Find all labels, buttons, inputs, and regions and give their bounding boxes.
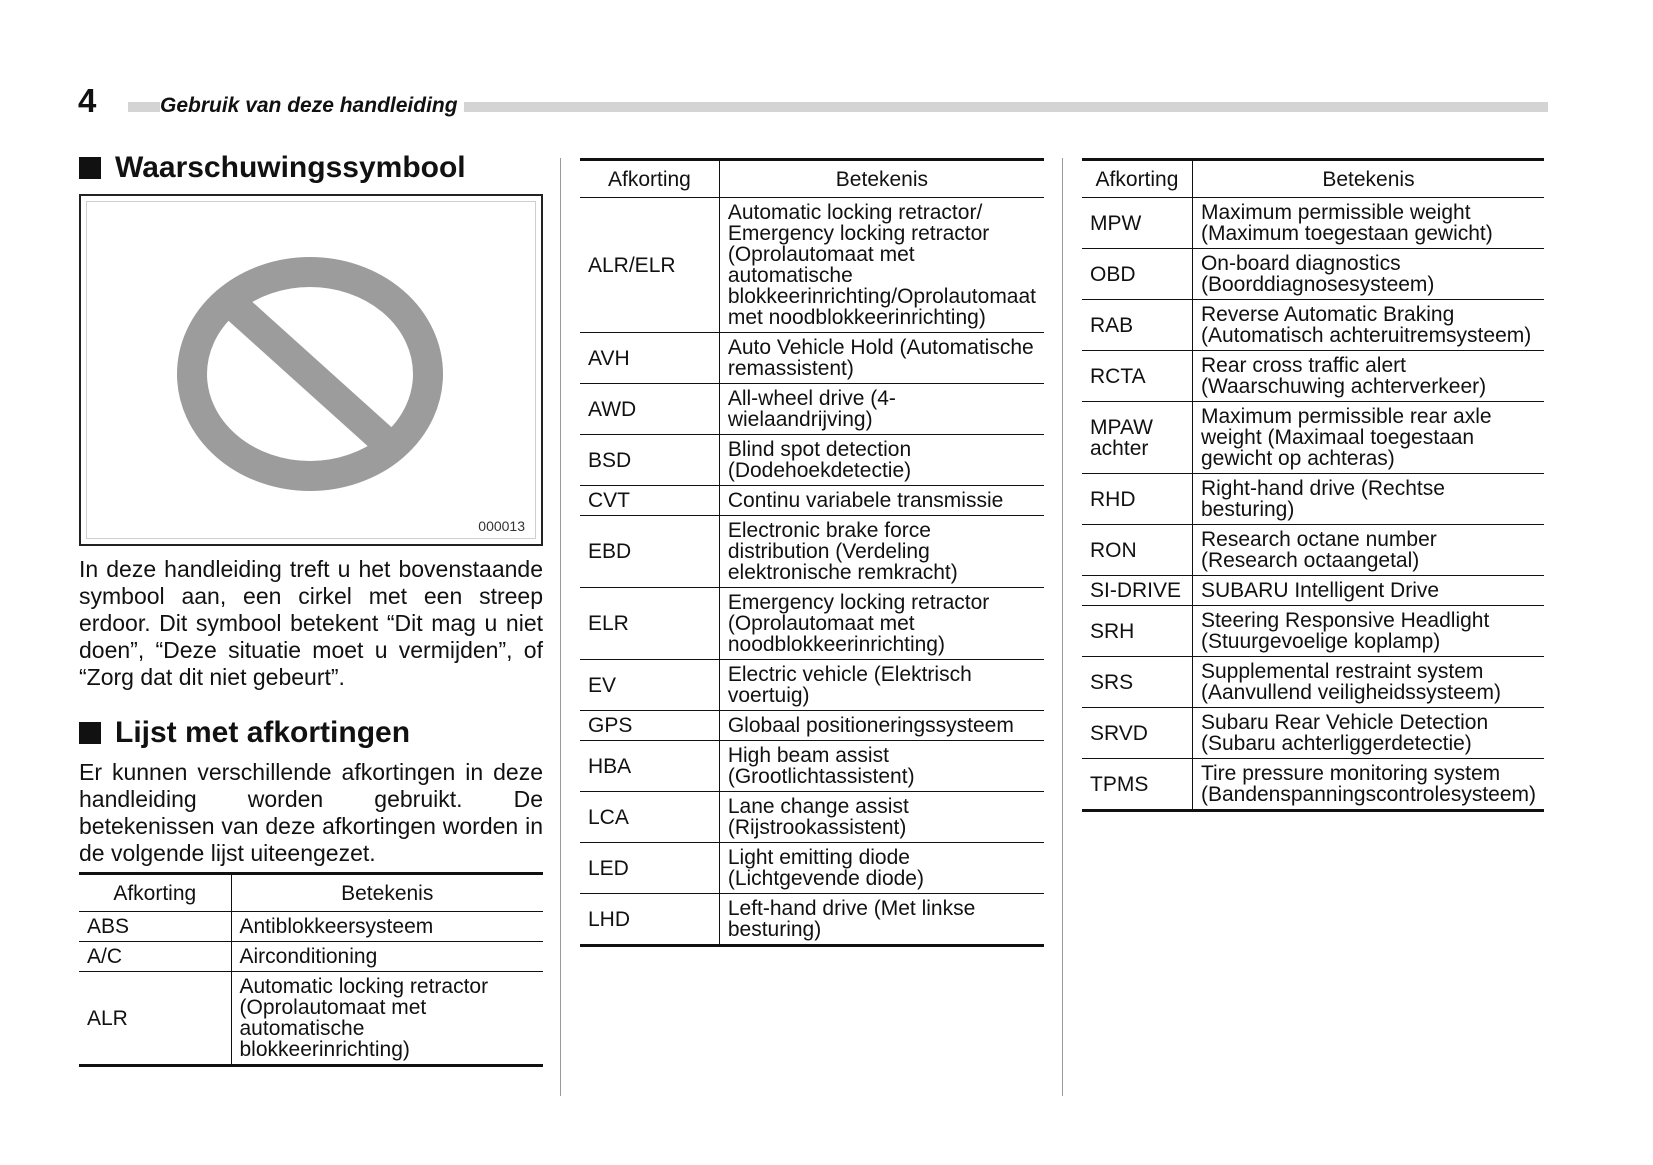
abbreviation-cell: BSD bbox=[580, 435, 719, 486]
column-header-meaning: Betekenis bbox=[1192, 160, 1544, 198]
table-row bbox=[580, 660, 1044, 711]
meaning-cell: Antiblokkeersysteem bbox=[231, 912, 543, 942]
abbreviation-cell: AVH bbox=[580, 333, 719, 384]
column-right bbox=[1082, 158, 1544, 812]
table-row bbox=[1082, 708, 1544, 759]
meaning-cell: Electronic brake force distribution (Verdeling elektronische remkracht) bbox=[719, 516, 1044, 588]
abbreviation-table-1 bbox=[79, 872, 543, 1067]
table-row bbox=[1082, 351, 1544, 402]
meaning-cell: Supplemental restraint system (Aanvullend veiligheidssysteem) bbox=[1192, 657, 1544, 708]
table-row bbox=[1082, 657, 1544, 708]
column-divider bbox=[560, 158, 561, 1096]
abbreviation-table-2 bbox=[580, 158, 1044, 947]
abbreviation-cell: HBA bbox=[580, 741, 719, 792]
warning-symbol-paragraph: In deze handleiding treft u het bovenstaande symbool aan, een cirkel met een streep erdoor. Dit symbool betekent “Dit mag u niet doen”, “Deze situatie moet u vermijden”, of “Zorg dat dit niet gebeurt”. bbox=[79, 556, 543, 690]
abbreviation-cell: SRVD bbox=[1082, 708, 1192, 759]
abbreviation-cell: LED bbox=[580, 843, 719, 894]
table-row bbox=[1082, 402, 1544, 474]
abbreviation-cell: CVT bbox=[580, 486, 719, 516]
column-header-abbreviation: Afkorting bbox=[79, 874, 231, 912]
table-row bbox=[580, 792, 1044, 843]
meaning-cell: Continu variabele transmissie bbox=[719, 486, 1044, 516]
abbreviation-cell: RON bbox=[1082, 525, 1192, 576]
header-title: Gebruik van deze handleiding bbox=[160, 94, 464, 118]
figure-code: 000013 bbox=[478, 518, 525, 534]
meaning-cell: Electric vehicle (Elektrisch voertuig) bbox=[719, 660, 1044, 711]
meaning-cell: Right-hand drive (Rechtse besturing) bbox=[1192, 474, 1544, 525]
column-left bbox=[79, 150, 543, 1067]
abbreviation-cell: MPW bbox=[1082, 198, 1192, 249]
meaning-cell: Reverse Automatic Braking (Automatisch achteruitremsysteem) bbox=[1192, 300, 1544, 351]
table-row bbox=[580, 333, 1044, 384]
abbreviation-cell: ABS bbox=[79, 912, 231, 942]
square-bullet-icon bbox=[79, 722, 101, 744]
page-number: 4 bbox=[78, 82, 97, 119]
abbreviation-cell: LHD bbox=[580, 894, 719, 946]
abbreviation-cell: SI-DRIVE bbox=[1082, 576, 1192, 606]
table-row bbox=[1082, 474, 1544, 525]
section-title-abbreviations bbox=[79, 715, 543, 751]
meaning-cell: Auto Vehicle Hold (Automatische remassistent) bbox=[719, 333, 1044, 384]
meaning-cell: SUBARU Intelligent Drive bbox=[1192, 576, 1544, 606]
abbreviations-paragraph: Er kunnen verschillende afkortingen in deze handleiding worden gebruikt. De betekenissen van deze afkortingen worden in de volgende lijst uiteengezet. bbox=[79, 759, 543, 866]
section-title-text: Waarschuwingssymbool bbox=[115, 151, 466, 184]
abbreviation-cell: GPS bbox=[580, 711, 719, 741]
abbreviation-cell: ALR/ELR bbox=[580, 198, 719, 333]
table-row bbox=[1082, 525, 1544, 576]
abbreviations-section bbox=[79, 715, 543, 867]
abbreviation-cell: A/C bbox=[79, 942, 231, 972]
abbreviation-cell: ELR bbox=[580, 588, 719, 660]
abbreviation-cell: RCTA bbox=[1082, 351, 1192, 402]
meaning-cell: Globaal positioneringssysteem bbox=[719, 711, 1044, 741]
meaning-cell: Research octane number (Research octaangetal) bbox=[1192, 525, 1544, 576]
meaning-cell: Subaru Rear Vehicle Detection (Subaru achterliggerdetectie) bbox=[1192, 708, 1544, 759]
meaning-cell: Airconditioning bbox=[231, 942, 543, 972]
meaning-cell: Automatic locking retractor/ Emergency locking retractor (Oprolautomaat met automatische blokkeerinrichting/Oprolautomaat met noodblokkeerinrichting) bbox=[719, 198, 1044, 333]
table-row bbox=[580, 198, 1044, 333]
abbreviation-cell: OBD bbox=[1082, 249, 1192, 300]
table-row bbox=[580, 384, 1044, 435]
meaning-cell: High beam assist (Grootlichtassistent) bbox=[719, 741, 1044, 792]
meaning-cell: Maximum permissible rear axle weight (Maximaal toegestaan gewicht op achteras) bbox=[1192, 402, 1544, 474]
abbreviation-cell: EBD bbox=[580, 516, 719, 588]
column-divider bbox=[1062, 158, 1063, 1096]
abbreviation-cell: MPAW achter bbox=[1082, 402, 1192, 474]
table-header-row bbox=[1082, 160, 1544, 198]
section-title-warning-symbol bbox=[79, 150, 543, 186]
table-row bbox=[580, 741, 1044, 792]
table-row bbox=[1082, 249, 1544, 300]
table-row bbox=[580, 435, 1044, 486]
meaning-cell: Maximum permissible weight (Maximum toegestaan gewicht) bbox=[1192, 198, 1544, 249]
column-header-abbreviation: Afkorting bbox=[1082, 160, 1192, 198]
table-row bbox=[580, 588, 1044, 660]
abbreviation-cell: RAB bbox=[1082, 300, 1192, 351]
table-row bbox=[1082, 300, 1544, 351]
table-row bbox=[580, 894, 1044, 946]
page-header bbox=[78, 82, 1548, 122]
abbreviation-cell: LCA bbox=[580, 792, 719, 843]
abbreviation-cell: AWD bbox=[580, 384, 719, 435]
abbreviation-table-3 bbox=[1082, 158, 1544, 812]
table-row bbox=[1082, 759, 1544, 811]
warning-symbol-figure bbox=[79, 194, 543, 546]
table-row bbox=[580, 843, 1044, 894]
meaning-cell: Blind spot detection (Dodehoekdetectie) bbox=[719, 435, 1044, 486]
meaning-cell: Automatic locking retractor (Oprolautomaat met automatische blokkeerinrichting) bbox=[231, 972, 543, 1066]
meaning-cell: Steering Responsive Headlight (Stuurgevoelige koplamp) bbox=[1192, 606, 1544, 657]
abbreviation-cell: TPMS bbox=[1082, 759, 1192, 811]
table-row bbox=[580, 486, 1044, 516]
table-row bbox=[580, 711, 1044, 741]
meaning-cell: Emergency locking retractor (Oprolautomaat met noodblokkeerinrichting) bbox=[719, 588, 1044, 660]
table-header-row bbox=[79, 874, 543, 912]
table-row bbox=[79, 942, 543, 972]
table-row bbox=[79, 972, 543, 1066]
table-row bbox=[1082, 198, 1544, 249]
table-row bbox=[1082, 576, 1544, 606]
column-middle bbox=[580, 158, 1044, 947]
table-header-row bbox=[580, 160, 1044, 198]
meaning-cell: On-board diagnostics (Boorddiagnosesysteem) bbox=[1192, 249, 1544, 300]
meaning-cell: Rear cross traffic alert (Waarschuwing achterverkeer) bbox=[1192, 351, 1544, 402]
abbreviation-cell: SRS bbox=[1082, 657, 1192, 708]
meaning-cell: Lane change assist (Rijstrookassistent) bbox=[719, 792, 1044, 843]
abbreviation-cell: RHD bbox=[1082, 474, 1192, 525]
column-header-abbreviation: Afkorting bbox=[580, 160, 719, 198]
abbreviation-cell: SRH bbox=[1082, 606, 1192, 657]
meaning-cell: All-wheel drive (4-wielaandrijving) bbox=[719, 384, 1044, 435]
meaning-cell: Light emitting diode (Lichtgevende diode) bbox=[719, 843, 1044, 894]
meaning-cell: Tire pressure monitoring system (Bandenspanningscontrolesysteem) bbox=[1192, 759, 1544, 811]
table-row bbox=[580, 516, 1044, 588]
square-bullet-icon bbox=[79, 157, 101, 179]
abbreviation-cell: EV bbox=[580, 660, 719, 711]
section-title-text: Lijst met afkortingen bbox=[115, 716, 411, 749]
meaning-cell: Left-hand drive (Met linkse besturing) bbox=[719, 894, 1044, 946]
table-row bbox=[1082, 606, 1544, 657]
column-header-meaning: Betekenis bbox=[719, 160, 1044, 198]
table-row bbox=[79, 912, 543, 942]
prohibition-icon bbox=[157, 246, 463, 502]
column-header-meaning: Betekenis bbox=[231, 874, 543, 912]
abbreviation-cell: ALR bbox=[79, 972, 231, 1066]
